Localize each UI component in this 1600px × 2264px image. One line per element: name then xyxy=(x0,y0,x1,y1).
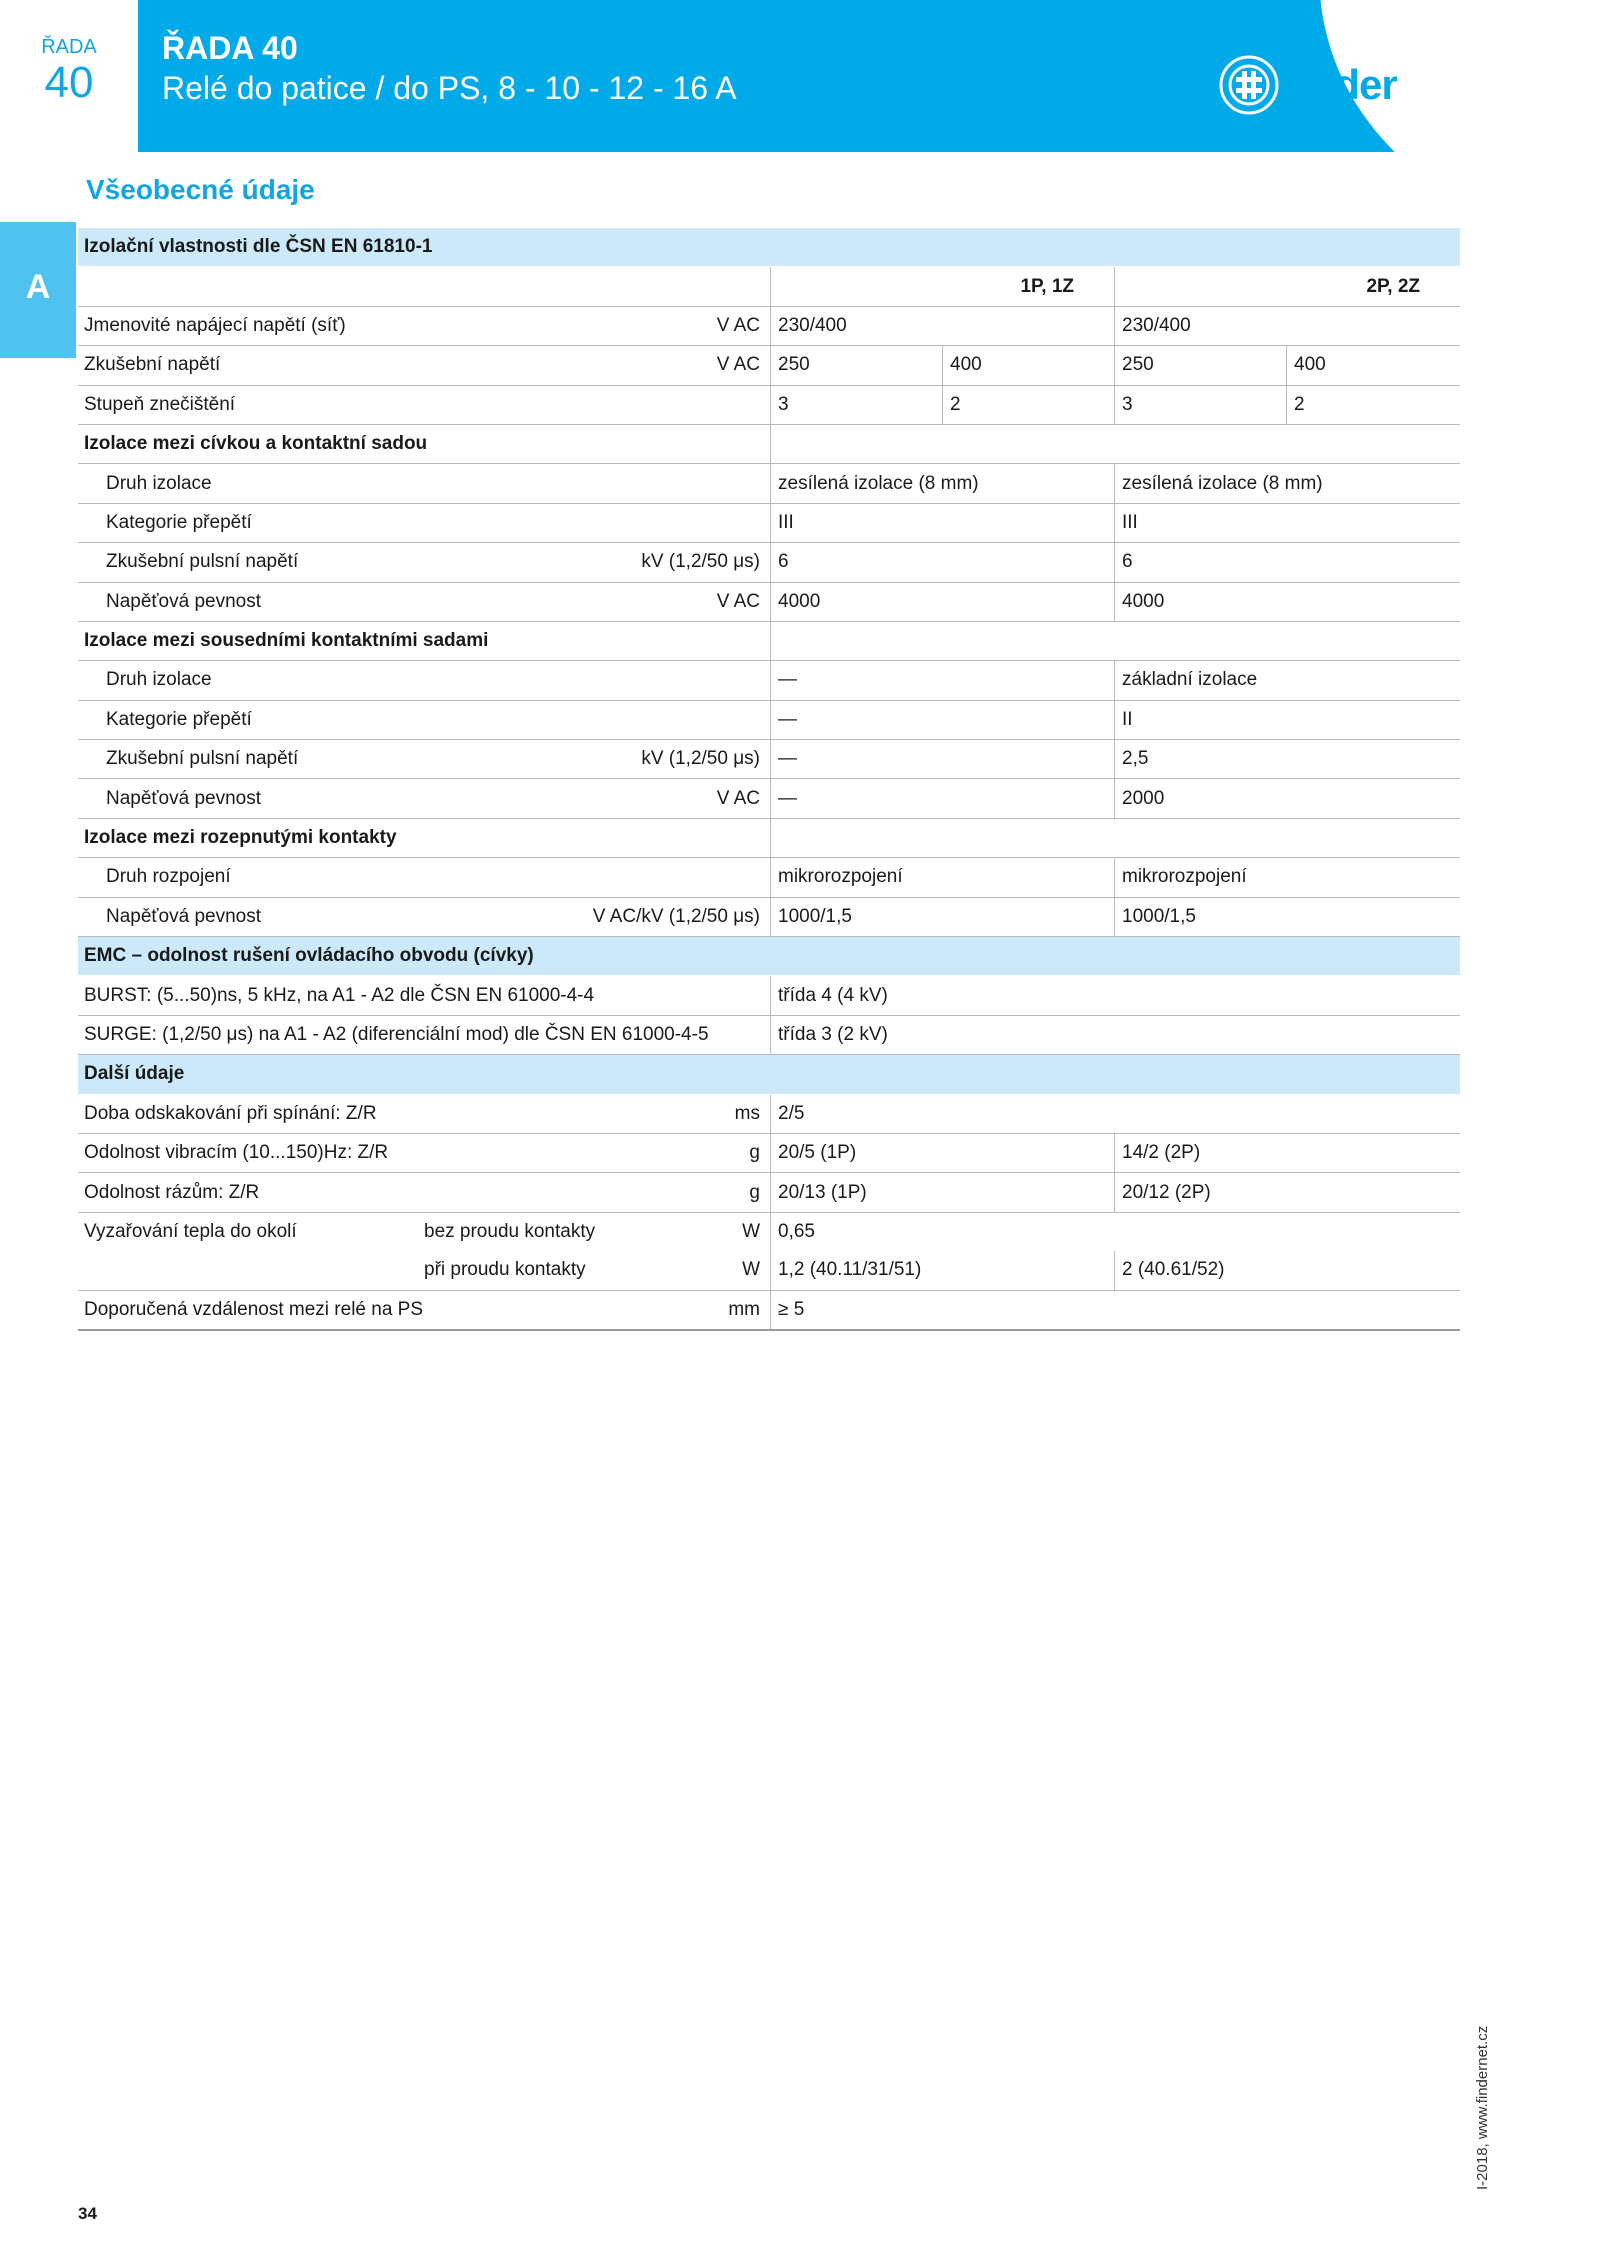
table-row xyxy=(78,346,1460,385)
cell-value: zesílená izolace (8 mm) xyxy=(1122,472,1323,494)
page-subtitle: Relé do patice / do PS, 8 - 10 - 12 - 16 A xyxy=(162,70,737,106)
row-unit: W xyxy=(742,1259,760,1281)
row-label: Vyzařování tepla do okolí xyxy=(84,1220,297,1242)
row-label: Doba odskakování při spínání: Z/R xyxy=(84,1102,377,1124)
row-label: Napěťová pevnost xyxy=(106,590,262,612)
row-unit: V AC xyxy=(716,787,760,809)
row-label: Napěťová pevnost xyxy=(106,905,262,927)
cell-value: 3 xyxy=(1122,393,1133,415)
cell-value: 3 xyxy=(778,393,789,415)
section-letter-tab xyxy=(0,222,76,358)
row-label: Zkušební napětí xyxy=(84,354,221,376)
table-row xyxy=(78,858,1460,897)
cell-value: 4000 xyxy=(778,590,821,612)
cell-value: II xyxy=(1122,708,1133,730)
row-label: Druh rozpojení xyxy=(106,866,231,888)
table-heading-row xyxy=(78,1055,1460,1094)
table-subheading-row xyxy=(78,819,1460,858)
table-row xyxy=(78,898,1460,937)
row-label: Stupeň znečištění xyxy=(84,393,236,415)
cell-value: ≥ 5 xyxy=(778,1298,805,1320)
cell-value: 6 xyxy=(1122,551,1133,573)
footer-side-text: I-2018, www.findernet.cz xyxy=(1474,2025,1491,2190)
table-row xyxy=(78,1095,1460,1134)
cell-value: 0,65 xyxy=(778,1220,815,1242)
row-sublabel: při proudu kontakty xyxy=(424,1259,586,1281)
row-unit: V AC xyxy=(716,354,760,376)
table-heading-row xyxy=(78,937,1460,976)
col-header-2p: 2P, 2Z xyxy=(1366,275,1420,297)
cell-value: 2 xyxy=(1294,393,1305,415)
series-label: ŘADA xyxy=(41,36,97,58)
cell-value: 2000 xyxy=(1122,787,1165,809)
row-label: BURST: (5...50)ns, 5 kHz, na A1 - A2 dle ČSN EN 61000-4-4 xyxy=(84,984,595,1006)
table-heading-row xyxy=(78,228,1460,267)
table-row xyxy=(78,386,1460,425)
cell-value: 400 xyxy=(1294,354,1326,376)
heading-insulation: Izolační vlastnosti dle ČSN EN 61810-1 xyxy=(84,236,433,258)
table-row xyxy=(78,1173,1460,1212)
cell-value: třída 4 (4 kV) xyxy=(778,984,888,1006)
table-row xyxy=(78,464,1460,503)
table-row xyxy=(78,267,1460,306)
table-row xyxy=(78,583,1460,622)
page-number: 34 xyxy=(78,2204,97,2223)
section-title: Všeobecné údaje xyxy=(86,174,315,205)
cell-value: třída 3 (2 kV) xyxy=(778,1024,888,1045)
row-label: Doporučená vzdálenost mezi relé na PS xyxy=(84,1298,424,1320)
table-subheading-row xyxy=(78,425,1460,464)
cell-value: 230/400 xyxy=(778,314,847,336)
row-label: Jmenovité napájecí napětí (síť) xyxy=(84,314,346,336)
row-unit: kV (1,2/50 μs) xyxy=(641,748,760,770)
cell-value: 4000 xyxy=(1122,590,1165,612)
cell-value: 250 xyxy=(1122,354,1154,376)
table-row xyxy=(78,307,1460,346)
row-unit: g xyxy=(749,1181,760,1203)
heading-other: Další údaje xyxy=(84,1063,185,1085)
table-row xyxy=(78,543,1460,582)
row-sublabel: bez proudu kontakty xyxy=(424,1220,596,1242)
table-row xyxy=(78,1134,1460,1173)
row-label: Kategorie přepětí xyxy=(106,708,252,730)
table-row xyxy=(78,1251,1460,1290)
cell-value: 20/13 (1P) xyxy=(778,1181,867,1203)
table-subheading-row xyxy=(78,622,1460,661)
cell-value: III xyxy=(778,511,794,533)
brand-wordmark: finder xyxy=(1286,61,1397,108)
row-label: Druh izolace xyxy=(106,669,212,691)
row-unit: W xyxy=(742,1220,760,1242)
cell-value: mikrorozpojení xyxy=(778,866,903,888)
finder-logo-icon xyxy=(1218,54,1280,116)
cell-value: — xyxy=(778,708,797,730)
cell-value: 250 xyxy=(778,354,810,376)
row-unit: g xyxy=(749,1142,760,1164)
cell-value: základní izolace xyxy=(1122,669,1258,691)
cell-value: 2/5 xyxy=(778,1102,805,1124)
cell-value: 6 xyxy=(778,551,789,573)
cell-value: — xyxy=(778,748,797,770)
subheading-coil-contact: Izolace mezi cívkou a kontaktní sadou xyxy=(84,433,428,455)
row-label: Zkušební pulsní napětí xyxy=(106,551,299,573)
cell-value: 2,5 xyxy=(1122,748,1149,770)
row-label: Odolnost rázům: Z/R xyxy=(84,1181,260,1203)
row-unit: V AC/kV (1,2/50 μs) xyxy=(592,905,760,927)
table-row xyxy=(78,504,1460,543)
cell-value: 2 xyxy=(950,393,961,415)
cell-value: 14/2 (2P) xyxy=(1122,1142,1201,1164)
table-row xyxy=(78,976,1460,1015)
cell-value: 20/12 (2P) xyxy=(1122,1181,1211,1203)
row-label: SURGE: (1,2/50 μs) na A1 - A2 (diferenciální mod) dle ČSN EN 61000-4-5 xyxy=(84,1024,709,1045)
cell-value: — xyxy=(778,787,797,809)
table-row xyxy=(78,661,1460,700)
row-unit: V AC xyxy=(716,314,760,336)
cell-value: 20/5 (1P) xyxy=(778,1142,857,1164)
row-label: Napěťová pevnost xyxy=(106,787,262,809)
cell-value: — xyxy=(778,669,797,691)
series-number: 40 xyxy=(44,58,94,107)
cell-value: 400 xyxy=(950,354,982,376)
section-letter: A xyxy=(25,268,51,306)
table-row xyxy=(78,1213,1460,1251)
page-title: ŘADA 40 xyxy=(162,30,298,66)
cell-value: 1,2 (40.11/31/51) xyxy=(778,1259,922,1281)
table-row xyxy=(78,1016,1460,1055)
spec-table xyxy=(78,228,1460,1331)
table-row xyxy=(78,779,1460,818)
row-label: Odolnost vibracím (10...150)Hz: Z/R xyxy=(84,1142,389,1164)
cell-value: III xyxy=(1122,511,1138,533)
cell-value: mikrorozpojení xyxy=(1122,866,1247,888)
table-row xyxy=(78,1291,1460,1331)
subheading-open-contacts: Izolace mezi rozepnutými kontakty xyxy=(84,827,397,849)
table-row xyxy=(78,740,1460,779)
finder-logo xyxy=(1218,52,1397,118)
col-header-1p: 1P, 1Z xyxy=(1020,275,1074,297)
series-tab xyxy=(0,0,138,152)
subheading-adjacent: Izolace mezi sousedními kontaktními sadami xyxy=(84,630,489,652)
row-unit: mm xyxy=(728,1298,760,1320)
row-label: Druh izolace xyxy=(106,472,212,494)
cell-value: 230/400 xyxy=(1122,314,1191,336)
cell-value: 1000/1,5 xyxy=(778,905,852,927)
row-unit: kV (1,2/50 μs) xyxy=(641,551,760,573)
heading-emc: EMC – odolnost rušení ovládacího obvodu (cívky) xyxy=(84,945,534,967)
cell-value: 1000/1,5 xyxy=(1122,905,1196,927)
cell-value: zesílená izolace (8 mm) xyxy=(778,472,979,494)
row-label: Kategorie přepětí xyxy=(106,511,252,533)
row-label: Zkušební pulsní napětí xyxy=(106,748,299,770)
row-unit: V AC xyxy=(716,590,760,612)
cell-value: 2 (40.61/52) xyxy=(1122,1259,1225,1281)
table-row xyxy=(78,701,1460,740)
row-unit: ms xyxy=(734,1102,760,1124)
